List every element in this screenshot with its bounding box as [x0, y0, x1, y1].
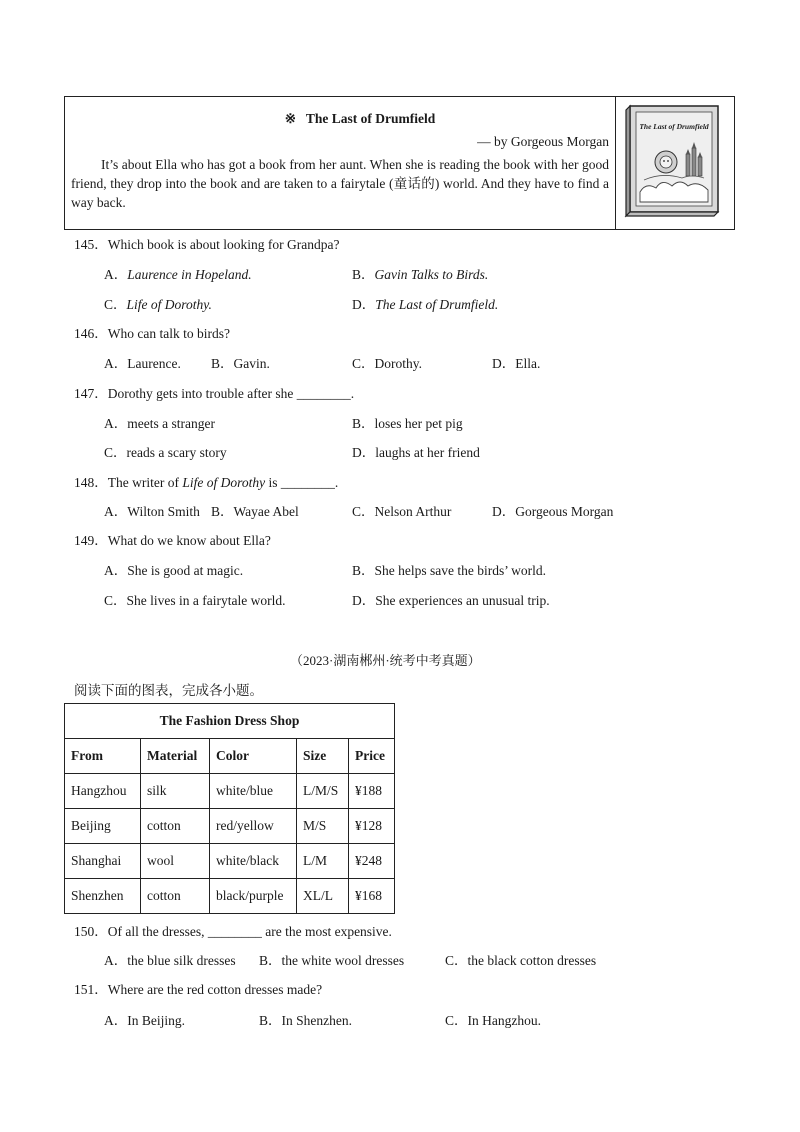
option-148-b[interactable]: B．Wayae Abel: [211, 504, 299, 519]
cell-material: silk: [141, 774, 210, 809]
option-147-d[interactable]: D．laughs at her friend: [352, 445, 480, 460]
cell-color: black/purple: [210, 879, 297, 914]
option-150-a[interactable]: A．the blue silk dresses: [104, 953, 236, 968]
cell-material: cotton: [141, 879, 210, 914]
option-151-a[interactable]: A．In Beijing.: [104, 1013, 185, 1028]
question-145: [74, 233, 339, 253]
option-146-a[interactable]: A．Laurence.: [104, 356, 181, 371]
option-148-a[interactable]: A．Wilton Smith: [104, 504, 200, 519]
cell-from: Beijing: [65, 809, 141, 844]
cell-size: L/M: [297, 844, 349, 879]
book-text: [71, 111, 609, 212]
cell-size: XL/L: [297, 879, 349, 914]
table-header-row: [65, 739, 395, 774]
table-row: [65, 809, 395, 844]
cell-price: ¥188: [349, 774, 395, 809]
option-148-d[interactable]: D．Gorgeous Morgan: [492, 504, 614, 519]
table-row: [65, 844, 395, 879]
table-caption: The Fashion Dress Shop: [65, 704, 395, 739]
header-material: Material: [141, 739, 210, 774]
option-150-c[interactable]: C．the black cotton dresses: [445, 953, 597, 968]
question-148: 148．The writer of Life of Dorothy is ________.: [74, 475, 339, 490]
book-description: It’s about Ella who has got a book from her aunt. When she is reading the book with her good friend, they drop into the book and are taken to a fairytale (童话的) world. And they have to find a way back.: [71, 157, 609, 210]
option-147-a[interactable]: A．meets a stranger: [104, 416, 215, 431]
cell-price: ¥128: [349, 809, 395, 844]
fashion-dress-table: [64, 703, 395, 914]
option-151-b[interactable]: B．In Shenzhen.: [259, 1013, 352, 1028]
option-146-c[interactable]: C．Dorothy.: [352, 356, 423, 371]
option-149-c[interactable]: C．She lives in a fairytale world.: [104, 593, 286, 608]
cell-color: white/blue: [210, 774, 297, 809]
cell-color: red/yellow: [210, 809, 297, 844]
option-149-b[interactable]: B．She helps save the birds’ world.: [352, 563, 546, 578]
reference-mark: ※: [284, 111, 297, 126]
option-145-c[interactable]: C．Life of Dorothy.: [104, 297, 212, 312]
question-147: 147．Dorothy gets into trouble after she ________.: [74, 386, 355, 401]
option-149-a[interactable]: A．She is good at magic.: [104, 563, 244, 578]
option-147-b[interactable]: B．loses her pet pig: [352, 416, 463, 431]
option-145-d[interactable]: D．The Last of Drumfield.: [352, 297, 499, 312]
cover-title: The Last of Drumfield: [639, 122, 709, 131]
question-149: 149．What do we know about Ella?: [74, 533, 271, 548]
question-146: 146．Who can talk to birds?: [74, 326, 230, 341]
question-150: 150．Of all the dresses, ________ are the most expensive.: [74, 924, 392, 939]
option-150-b[interactable]: B．the white wool dresses: [259, 953, 405, 968]
header-size: Size: [297, 739, 349, 774]
instruction-text: 阅读下面的图表，完成各小题。: [74, 683, 263, 698]
cell-material: cotton: [141, 809, 210, 844]
question-151: 151．Where are the red cotton dresses made?: [74, 982, 323, 997]
cell-size: L/M/S: [297, 774, 349, 809]
cell-from: Hangzhou: [65, 774, 141, 809]
option-151-c[interactable]: C．In Hangzhou.: [445, 1013, 541, 1028]
option-146-d[interactable]: D．Ella.: [492, 356, 541, 371]
header-price: Price: [349, 739, 395, 774]
option-149-d[interactable]: D．She experiences an unusual trip.: [352, 593, 550, 608]
table-row: [65, 879, 395, 914]
cell-price: ¥248: [349, 844, 395, 879]
box-divider: [615, 97, 616, 229]
question-number: 145．: [74, 237, 108, 252]
cell-color: white/black: [210, 844, 297, 879]
table-row: [65, 774, 395, 809]
book-author: — by Gorgeous Morgan: [477, 134, 609, 149]
exam-source: （2023·湖南郴州·统考中考真题）: [290, 653, 481, 668]
cell-size: M/S: [297, 809, 349, 844]
option-146-b[interactable]: B．Gavin.: [211, 356, 270, 371]
book-cover-illustration: [622, 102, 730, 224]
cell-from: Shenzhen: [65, 879, 141, 914]
cell-from: Shanghai: [65, 844, 141, 879]
book-title-text: The Last of Drumfield: [305, 111, 436, 126]
book-title: [111, 111, 609, 127]
question-stem: Which book is about looking for Grandpa?: [107, 237, 340, 252]
option-145-b[interactable]: B．Gavin Talks to Birds.: [352, 267, 489, 282]
cell-material: wool: [141, 844, 210, 879]
header-color: Color: [210, 739, 297, 774]
option-145-a[interactable]: A．Laurence in Hopeland.: [104, 267, 252, 282]
option-148-c[interactable]: C．Nelson Arthur: [352, 504, 452, 519]
cell-price: ¥168: [349, 879, 395, 914]
book-info-box: [64, 96, 735, 230]
header-from: From: [65, 739, 141, 774]
option-147-c[interactable]: C．reads a scary story: [104, 445, 227, 460]
